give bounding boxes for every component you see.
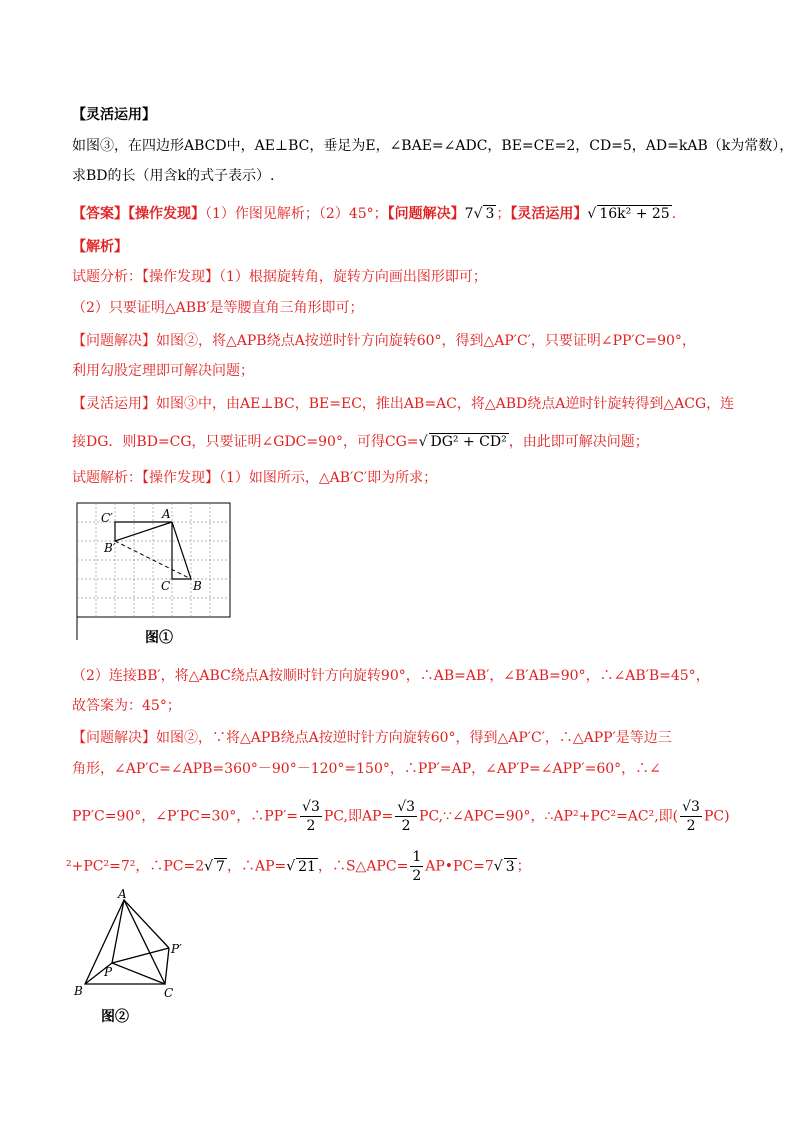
solution-line-1: 试题解析：【操作发现】（1）如图所示，△AB′C′即为所求；: [72, 470, 438, 486]
analysis-line-6a: 接DG．则BD=CG，只要证明∠GDC=90°，可得CG=: [72, 434, 419, 450]
answer-op-label: 【操作发现】: [128, 206, 205, 222]
answer-prob-root: 3: [485, 206, 495, 222]
analysis-line-6: 接DG．则BD=CG，只要证明∠GDC=90°，可得CG=√ DG² + CD² ，由此即可解决问题；: [72, 434, 649, 450]
segment-pp-prime: [112, 948, 169, 963]
answer-flex-root: 16k² + 25: [599, 206, 670, 222]
answer-flex-end: .: [671, 206, 677, 222]
analysis-line-4: 利用勾股定理即可解决问题；: [72, 363, 254, 379]
label-a-2: A: [118, 887, 127, 901]
label-p: P: [104, 965, 113, 979]
solution-line-6a: PP′C=90°，∠P′PC=30°，∴PP′=: [72, 808, 299, 825]
figure-1: [76, 502, 236, 642]
answer-op-text: （1）作图见解析；（2）45°；: [205, 206, 388, 222]
label-a: A: [162, 507, 171, 521]
figure-1-caption: 图①: [145, 630, 173, 646]
figure-2-caption: 图②: [101, 1009, 129, 1025]
solution-line-7: ²+PC²=7²，∴PC=2√ 7 ，∴AP=√ 21 ，∴S△APC= $\frac{1}{2}$ AP•PC=7√ 3 ；: [66, 849, 531, 884]
segment-p-prime-c: [165, 948, 169, 984]
label-c: C: [161, 579, 171, 593]
analysis-line-1: 试题分析：【操作发现】（1）根据旋转角，旋转方向画出图形即可；: [72, 269, 487, 285]
fraction-sqrt3-over-2-c: $\frac{√3}{2}$: [682, 799, 700, 834]
root-3: 3: [505, 858, 515, 875]
analysis-line-2: （2）只要证明△ABB′是等腰直角三角形即可；: [72, 300, 364, 316]
solution-line-5: 角形，∠AP′C=∠APB=360°－90°－120°=150°，∴PP′=AP，∠AP′P=∠APP′=60°，∴∠: [72, 761, 661, 777]
solution-line-7e: ；: [516, 858, 531, 875]
answer-label: 【答案】: [72, 206, 128, 222]
fraction-sqrt3-over-2-b: $\frac{√3}{2}$: [397, 799, 416, 834]
segment-ap: [112, 900, 124, 963]
solution-line-6b: PC,即AP=: [323, 808, 394, 825]
triangle-abc-2: [85, 900, 165, 984]
analysis-line-6b: ，由此即可解决问题；: [508, 434, 649, 450]
analysis-label: 【解析】: [72, 239, 128, 255]
label-b: B: [193, 579, 202, 593]
answer-line: 【答案】【操作发现】（1）作图见解析；（2）45°；【问题解决】7√ 3 ；【灵活运用】√ 16k² + 25 .: [72, 206, 677, 222]
solution-line-7a: ²+PC²=7²，∴PC=2: [66, 858, 205, 875]
problem-line-2: 求BD的长（用含k的式子表示）.: [72, 168, 275, 184]
figure-2: [70, 885, 200, 1000]
answer-prob-label: 【问题解决】: [387, 206, 465, 222]
fraction-one-half: $\frac{1}{2}$: [412, 849, 422, 884]
segment-pc: [112, 963, 165, 984]
solution-line-6d: PC): [703, 808, 730, 825]
root-21: 21: [298, 858, 316, 875]
answer-flex-label: 【灵活运用】: [510, 206, 588, 222]
solution-line-6c: PC,∵∠APC=90°，∴AP²+PC²=AC²,即(: [419, 808, 679, 825]
section-title: 【灵活运用】: [72, 107, 156, 123]
solution-line-4: 【问题解决】如图②，∵将△APB绕点A按逆时针方向旋转60°，得到△AP′C′，∴△APP′是等边三: [72, 730, 672, 746]
analysis-line-6-root: DG² + CD²: [430, 434, 507, 450]
solution-line-7b: ，∴AP=: [226, 858, 287, 875]
fraction-sqrt3-over-2: $\frac{√3}{2}$: [302, 799, 320, 834]
solution-line-7d: AP•PC=7: [425, 858, 494, 875]
root-7: 7: [216, 858, 225, 875]
solution-line-7c: ，∴S△APC=: [317, 858, 409, 875]
solution-line-3: 故答案为：45°；: [72, 698, 181, 714]
segment-ap-prime: [124, 900, 169, 948]
label-c-prime: C′: [101, 511, 113, 525]
solution-line-6: [72, 798, 730, 835]
solution-line-2: （2）连接BB′，将△ABC绕点A按顺时针方向旋转90°，∴AB=AB′，∠B′AB=90°，∴∠AB′B=45°，: [72, 668, 710, 684]
triangle-ab-prime-c-prime: [115, 522, 172, 541]
analysis-line-3: 【问题解决】如图②，将△APB绕点A按逆时针方向旋转60°，得到△AP′C′，只要证明∠PP′C=90°，: [72, 333, 696, 349]
label-p-prime: P′: [171, 942, 182, 956]
analysis-line-5: 【灵活运用】如图③中，由AE⊥BC，BE=EC，推出AB=AC，将△ABD绕点A逆时针旋转得到△ACG，连: [72, 396, 735, 412]
answer-prob-value: 7: [464, 206, 474, 222]
problem-line-1: 如图③，在四边形ABCD中，AE⊥BC，垂足为E，∠BAE=∠ADC，BE=CE=2，CD=5，AD=kAB（k为常数），: [72, 138, 793, 154]
label-b-prime: B′: [104, 541, 116, 555]
label-c-2: C: [164, 986, 174, 1000]
answer-prob-sep: ；: [496, 206, 511, 222]
label-b-2: B: [74, 984, 83, 998]
